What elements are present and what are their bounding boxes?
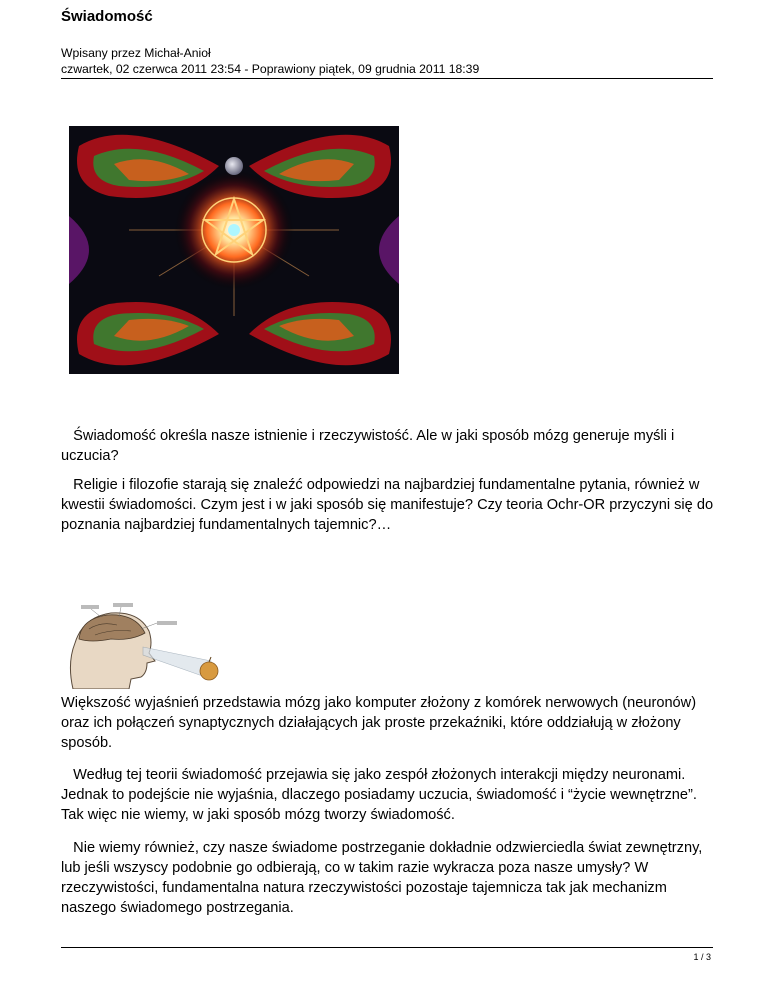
paragraph-2: Religie i filozofie starają się znaleźć odpowiedzi na najbardziej fundamentalne pytania, również w kwestii świadomości. Czym jest i w jaki sposób się manifestuje? Czy teoria Ochr-OR przyczyni się do poznania najbardziej fundamentalnych tajemnic?… (61, 477, 718, 533)
page-number: 1 / 3 (693, 952, 711, 962)
paragraph-3: Większość wyjaśnień przedstawia mózg jako komputer złożony z komórek nerwowych (neuronów) oraz ich połączeń synaptycznych działających jak proste przekaźniki, które oddziałują w złożony sposób. (61, 695, 701, 751)
paragraph-5: Nie wiemy również, czy nasze świadome postrzeganie dokładnie odzwierciedla świat zewnętrzny, lub jeśli wszyscy podobnie go odbierają, co w takim razie wykracza poza nasze umysły? W rzeczywistości, fundamentalna natura rzeczywistości pozostaje tajemnicza tak jak mechanizm naszego świadomego postrzegania. (61, 840, 707, 916)
pentagram-illustration (69, 126, 399, 374)
paragraph-1: Świadomość określa nasze istnienie i rzeczywistość. Ale w jaki sposób mózg generuje myśli i uczucia? (61, 428, 679, 464)
page-title: Świadomość (61, 8, 153, 25)
article-meta (61, 45, 479, 77)
footer-divider (61, 947, 713, 948)
header-divider (61, 78, 713, 79)
paragraph-4: Według tej teorii świadomość przejawia się jako zespół złożonych interakcji między neuronami. Jednak to podejście nie wyjaśnia, dlaczego posiadamy uczucia, świadomość i “życie wewnętrzne”. Tak więc nie wiemy, w jaki sposób mózg tworzy świadomość. (61, 767, 701, 823)
brain-perception-illustration (61, 603, 223, 689)
author-line: Wpisany przez Michał-Anioł (61, 46, 211, 60)
date-line: czwartek, 02 czerwca 2011 23:54 - Poprawiony piątek, 09 grudnia 2011 18:39 (61, 62, 480, 76)
